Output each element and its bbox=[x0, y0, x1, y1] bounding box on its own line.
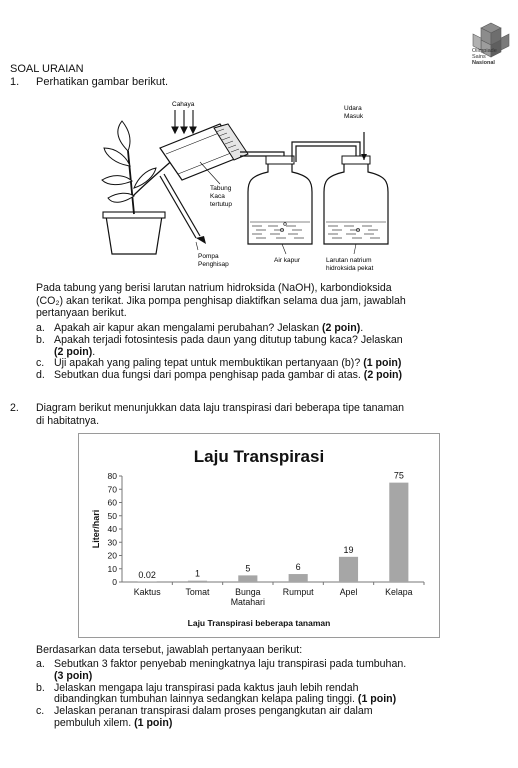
logo-line2: Sains bbox=[472, 54, 486, 60]
bar-value-label: 0.02 bbox=[138, 569, 156, 580]
y-tick-label: 80 bbox=[107, 471, 117, 481]
x-axis-label: Laju Transpirasi beberapa tanaman bbox=[187, 618, 331, 628]
list-item: b. Apakah terjadi fotosintesis pada daun yang ditutup tabung kaca? Jelaskan (2 poin). bbox=[36, 333, 403, 358]
bar-value-label: 5 bbox=[245, 563, 251, 574]
y-tick-label: 50 bbox=[107, 510, 117, 521]
label-pompa-1: Pompa bbox=[198, 253, 219, 260]
chart-title: Laju Transpirasi bbox=[193, 447, 325, 466]
label-larutan-2: hidroksida pekat bbox=[326, 265, 374, 272]
experiment-diagram bbox=[100, 96, 450, 276]
bar bbox=[138, 581, 157, 582]
bar bbox=[389, 483, 408, 582]
bar bbox=[188, 581, 207, 582]
question-1-paragraph bbox=[36, 282, 466, 320]
question-number: 1. bbox=[10, 76, 20, 88]
x-tick-label: Tomat bbox=[185, 587, 210, 597]
paragraph-line: (CO₂) akan terikat. Jika pompa penghisap diaktifkan selama dua jam, jawablah bbox=[36, 294, 406, 307]
bar bbox=[238, 575, 257, 582]
plant-pot bbox=[106, 216, 162, 254]
label-udara-1: Udara bbox=[344, 105, 362, 112]
list-item: a. Apakah air kapur akan mengalami perubahan? Jelaskan (2 poin). bbox=[36, 322, 364, 334]
list-item: b. Jelaskan mengapa laju transpirasi pada kaktus jauh lebih rendah dibandingkan tumbuhan lainnya sedangkan kelapa paling tinggi. (1 poin) bbox=[36, 681, 397, 706]
bottle-naoh bbox=[324, 156, 388, 244]
y-tick-label: 70 bbox=[107, 484, 117, 495]
question-2-prompt bbox=[10, 402, 480, 427]
y-tick-label: 30 bbox=[107, 537, 117, 548]
list-item: c. Jelaskan peranan transpirasi dalam proses pengangkutan air dalam pembuluh xilem. (1 poin) bbox=[36, 705, 373, 729]
label-pompa-2: Penghisap bbox=[198, 261, 229, 268]
bar bbox=[339, 557, 358, 582]
y-axis-label: Liter/hari bbox=[91, 509, 101, 549]
label-cahaya: Cahaya bbox=[172, 101, 195, 108]
logo-text bbox=[472, 48, 514, 66]
bar-value-label: 19 bbox=[343, 544, 354, 555]
y-tick-label: 10 bbox=[107, 563, 117, 574]
x-tick-label: Bunga bbox=[235, 587, 261, 597]
question-text-line2: di habitatnya. bbox=[36, 414, 100, 427]
question-2-intro: Berdasarkan data tersebut, jawablah pertanyaan berikut: bbox=[36, 644, 303, 656]
question-1-prompt bbox=[10, 76, 168, 88]
x-tick-label: Matahari bbox=[230, 597, 265, 607]
x-tick-label: Kelapa bbox=[385, 587, 413, 597]
bar-value-label: 75 bbox=[393, 470, 404, 481]
paragraph-line: pertanyaan berikut. bbox=[36, 307, 127, 320]
label-tabung-2: Kaca bbox=[210, 193, 225, 200]
logo-line3: Nasional bbox=[472, 60, 495, 66]
x-tick-label: Apel bbox=[339, 587, 358, 597]
transpiration-chart bbox=[78, 433, 440, 638]
question-text: Diagram berikut menunjukkan data laju transpirasi dari beberapa tipe tanaman bbox=[36, 402, 405, 414]
y-tick-label: 0 bbox=[112, 577, 117, 587]
list-item: c. Uji apakah yang paling tepat untuk membuktikan pertanyaan (b)? (1 poin) bbox=[36, 357, 402, 370]
bar bbox=[289, 574, 308, 582]
y-tick-label: 40 bbox=[107, 524, 117, 534]
label-tabung-1: Tabung bbox=[210, 185, 232, 192]
y-tick-label: 20 bbox=[107, 550, 117, 561]
paragraph-line: Pada tabung yang berisi larutan natrium hidroksida (NaOH), karbondioksida bbox=[36, 282, 392, 294]
list-item: a. Sebutkan 3 faktor penyebab meningkatnya laju transpirasi pada tumbuhan. (3 poin) bbox=[36, 658, 407, 682]
x-tick-label: Rumput bbox=[282, 587, 314, 597]
bottle-air-kapur bbox=[248, 156, 312, 244]
list-item: d. Sebutkan dua fungsi dari pompa penghisap pada gambar di atas. (2 poin) bbox=[36, 369, 403, 382]
question-2-items bbox=[36, 659, 476, 730]
bar-value-label: 1 bbox=[194, 568, 201, 579]
logo-line1: Olimpiade bbox=[472, 48, 497, 54]
label-air-kapur: Air kapur bbox=[274, 257, 301, 264]
y-tick-label: 60 bbox=[107, 497, 117, 508]
x-tick-label: Kaktus bbox=[133, 587, 161, 597]
label-udara-2: Masuk bbox=[344, 113, 364, 120]
section-title: SOAL URAIAN bbox=[10, 63, 84, 75]
question-1-items bbox=[36, 323, 476, 382]
label-larutan-1: Larutan natrium bbox=[326, 257, 372, 264]
chart-svg bbox=[79, 434, 439, 637]
question-number: 2. bbox=[10, 402, 19, 414]
question-text: Perhatikan gambar berikut. bbox=[36, 76, 169, 88]
bar-value-label: 6 bbox=[295, 562, 301, 573]
glass-tube bbox=[160, 124, 248, 180]
label-tabung-3: tertutup bbox=[210, 201, 233, 208]
